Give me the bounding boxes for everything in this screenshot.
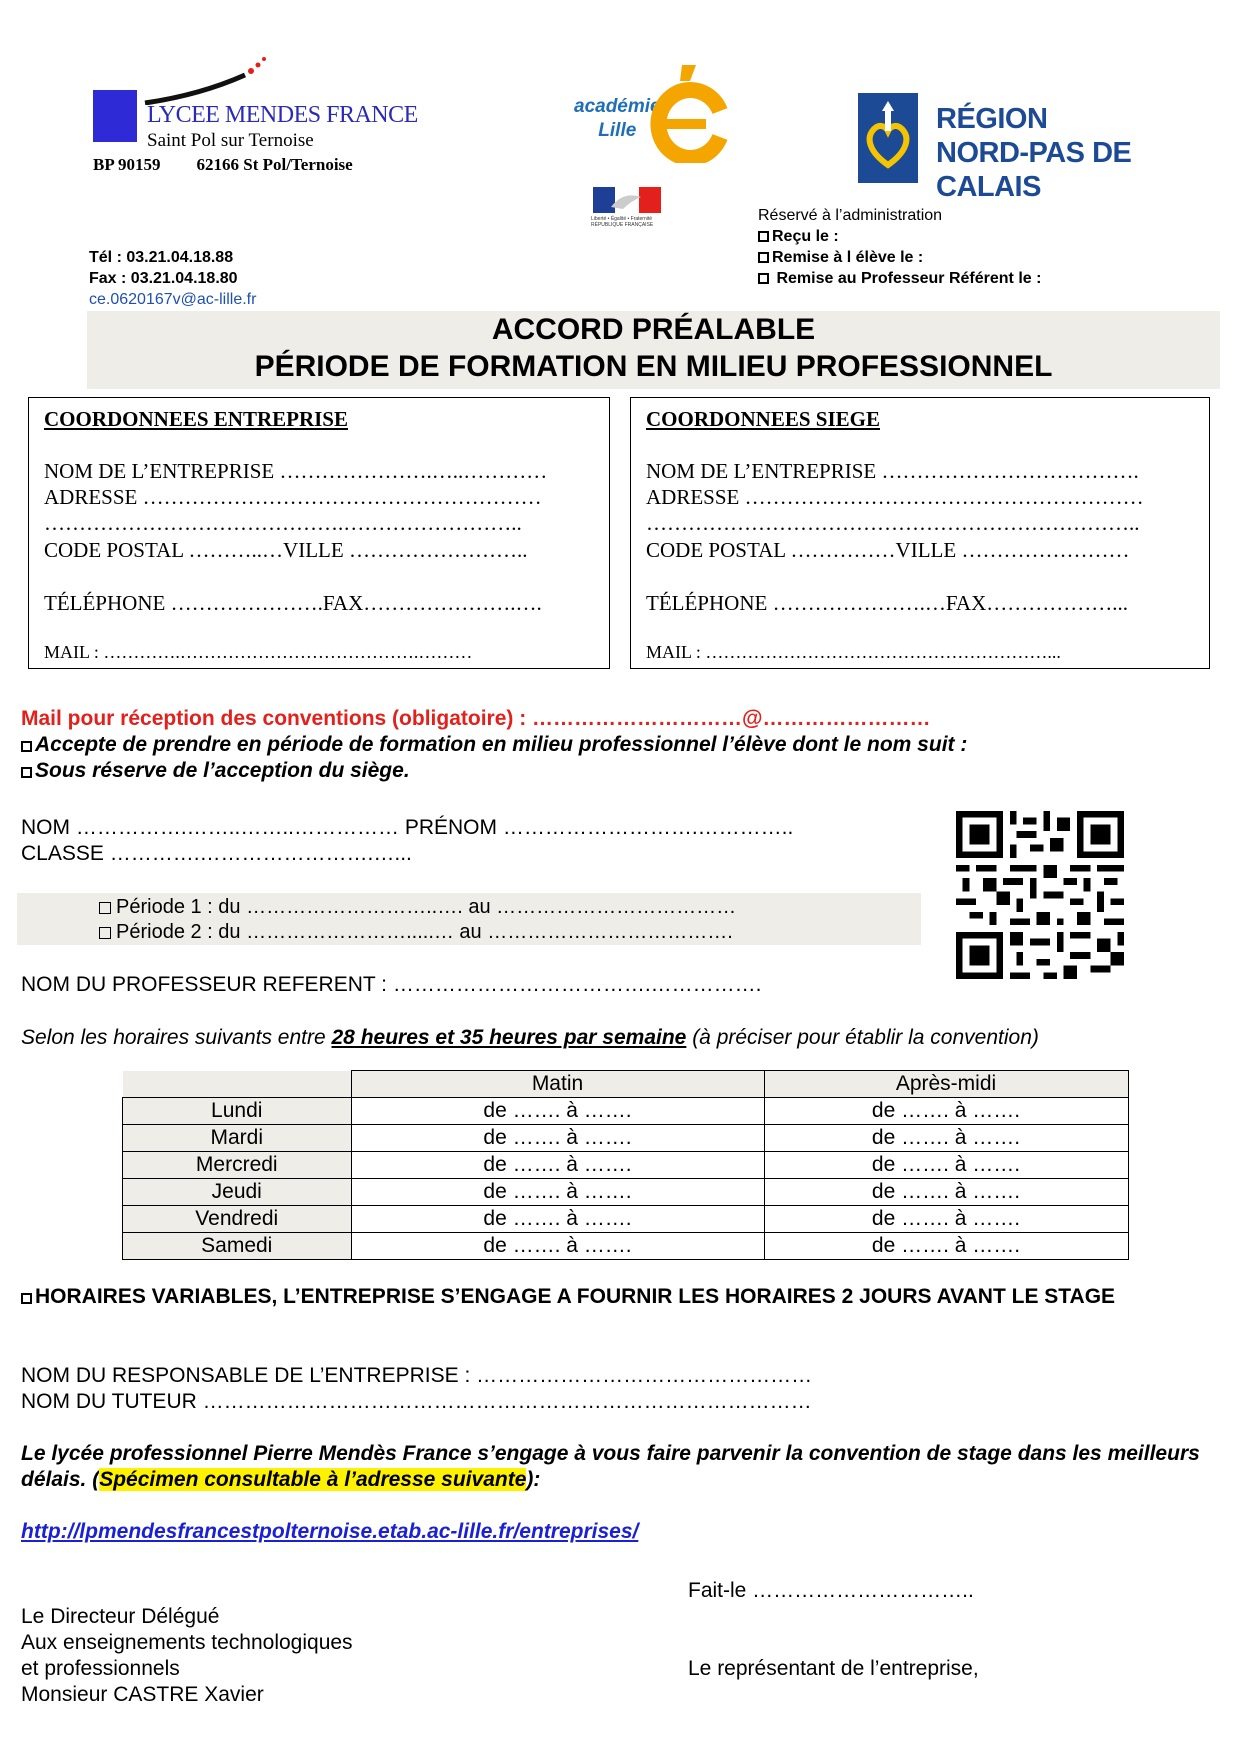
entreprise-nom-field[interactable]: NOM DE L’ENTREPRISE ………………….…..………… (44, 459, 548, 483)
siege-cp-ville-field[interactable]: CODE POSTAL ……………VILLE …………………… (646, 538, 1130, 562)
checkbox-icon[interactable] (758, 273, 769, 284)
apres-midi-slot[interactable]: de ……. à ……. (764, 1098, 1128, 1125)
directeur-signature-block (21, 1604, 353, 1708)
specimen-link[interactable]: http://lpmendesfrancestpolternoise.etab.ac-lille.fr/entreprises/ (21, 1520, 639, 1543)
table-row (123, 1152, 1129, 1179)
checkbox-icon[interactable] (99, 902, 111, 914)
coordonnees-entreprise-box (28, 397, 610, 669)
lycee-name: LYCEE MENDES FRANCE (147, 102, 418, 128)
table-header-row (123, 1071, 1129, 1098)
tuteur-field[interactable]: NOM DU TUTEUR …………………………………………………………………………… (21, 1390, 812, 1413)
entreprise-adresse2-field[interactable]: …………………………………….…………………….. (44, 511, 522, 535)
checkbox-icon[interactable] (758, 252, 769, 263)
day-cell: Jeudi (123, 1179, 352, 1206)
coordonnees-siege-box (630, 397, 1210, 669)
mail-conventions-field[interactable]: Mail pour réception des conventions (obligatoire) : …………………………@…………………… (21, 707, 931, 730)
matin-slot[interactable]: de ……. à ……. (351, 1179, 764, 1206)
reserve-label: Sous réserve de l’acception du siège. (35, 759, 410, 782)
siege-adresse2-field[interactable]: …………………………………………………………….. (646, 511, 1140, 535)
responsable-field[interactable]: NOM DU RESPONSABLE DE L’ENTREPRISE : ………………………………………… (21, 1364, 813, 1387)
entreprise-cp-ville-field[interactable]: CODE POSTAL ………..…VILLE …………………….. (44, 538, 528, 562)
table-header-matin: Matin (351, 1071, 764, 1098)
region-logo (858, 93, 918, 183)
admin-remise-prof (758, 268, 1041, 289)
qr-code (955, 811, 1125, 979)
box-heading: COORDONNEES SIEGE (646, 407, 880, 431)
apres-midi-slot[interactable]: de ……. à ……. (764, 1179, 1128, 1206)
checkbox-icon[interactable] (758, 231, 769, 242)
directeur-line4: Monsieur CASTRE Xavier (21, 1683, 264, 1706)
telephone: Tél : 03.21.04.18.88 (89, 249, 234, 266)
lycee-city: Saint Pol sur Ternoise (147, 130, 314, 151)
table-row (123, 1125, 1129, 1152)
accepte-line (21, 733, 967, 757)
admin-remise-prof-label: Remise au Professeur Référent le : (776, 270, 1042, 287)
region-heart-icon (858, 93, 918, 183)
matin-slot[interactable]: de ……. à ……. (351, 1098, 764, 1125)
engagement-highlight: Spécimen consultable à l’adresse suivante (99, 1468, 527, 1491)
apres-midi-slot[interactable]: de ……. à ……. (764, 1206, 1128, 1233)
siege-mail-field[interactable]: MAIL : …………………………………………………... (646, 642, 1061, 662)
matin-slot[interactable]: de ……. à ……. (351, 1233, 764, 1260)
email: ce.0620167v@ac-lille.fr (89, 291, 257, 308)
title-line1: ACCORD PRÉALABLE (491, 313, 816, 346)
title-line2: PÉRIODE DE FORMATION EN MILIEU PROFESSIONNEL (254, 350, 1053, 383)
document-title (87, 311, 1220, 389)
lycee-logo-swoosh (140, 55, 270, 105)
admin-remise-eleve-label: Remise à l élève le : (772, 249, 924, 266)
admin-reserved-block (758, 205, 1041, 289)
table-row (123, 1098, 1129, 1125)
apres-midi-slot[interactable]: de ……. à ……. (764, 1152, 1128, 1179)
siege-adresse-field[interactable]: ADRESSE ………………………………………………… (646, 485, 1144, 509)
horaires-intro-hours: 28 heures et 35 heures par semaine (331, 1026, 687, 1049)
checkbox-icon[interactable] (21, 741, 32, 752)
horaires-variables-label: HORAIRES VARIABLES, L’ENTREPRISE S’ENGAGE A FOURNIR LES HORAIRES 2 JOURS AVANT LE STAGE (35, 1285, 1116, 1308)
horaires-intro-c: (à préciser pour établir la convention) (686, 1026, 1039, 1049)
matin-slot[interactable]: de ……. à ……. (351, 1206, 764, 1233)
horaires-intro (21, 1026, 1039, 1050)
academie-word: académie (574, 96, 661, 117)
region-line1: RÉGION (936, 103, 1048, 135)
box-heading: COORDONNEES ENTREPRISE (44, 407, 348, 431)
responsable-block (21, 1363, 812, 1415)
lycee-logo-square (93, 90, 137, 142)
periode-1-field[interactable]: Période 1 : du ………………………..…. au ……………………………… (116, 896, 737, 918)
day-cell: Vendredi (123, 1206, 352, 1233)
table-row (123, 1206, 1129, 1233)
accepte-label: Accepte de prendre en période de formation en milieu professionnel l’élève dont le nom suit : (35, 733, 968, 756)
day-cell: Mercredi (123, 1152, 352, 1179)
entreprise-tel-fax-field[interactable]: TÉLÉPHONE ………………….FAX………………….…. (44, 591, 542, 615)
region-line2: NORD-PAS DE CALAIS (936, 137, 1132, 203)
siege-nom-field[interactable]: NOM DE L’ENTREPRISE ………………………………. (646, 459, 1139, 483)
engagement-text: Le lycée professionnel Pierre Mendès France s’engage à vous faire parvenir la convention de stage dans les meilleurs délais. ( (21, 1442, 1200, 1491)
horaires-variables-line (21, 1284, 1201, 1310)
matin-slot[interactable]: de ……. à ……. (351, 1152, 764, 1179)
eleve-classe-field[interactable]: CLASSE ………….…………………….…... (21, 842, 412, 865)
day-cell: Mardi (123, 1125, 352, 1152)
periode-2-row (99, 920, 736, 945)
checkbox-icon[interactable] (99, 927, 111, 939)
entreprise-mail-field[interactable]: MAIL : ………….………………………………….……… (44, 642, 473, 662)
region-name (936, 102, 1240, 204)
admin-remise-eleve (758, 247, 1041, 268)
academie-city: Lille (598, 120, 637, 141)
republique-francaise-flag (593, 187, 661, 213)
matin-slot[interactable]: de ……. à ……. (351, 1125, 764, 1152)
apres-midi-slot[interactable]: de ……. à ……. (764, 1233, 1128, 1260)
table-header-apres-midi: Après-midi (764, 1071, 1128, 1098)
postal-code: 62166 St Pol/Ternoise (196, 155, 353, 174)
prof-referent-field[interactable]: NOM DU PROFESSEUR REFERENT : ……………………………….……………. (21, 973, 762, 996)
bp-number: BP 90159 (93, 155, 161, 174)
directeur-line2: Aux enseignements technologiques (21, 1631, 353, 1654)
day-cell: Samedi (123, 1233, 352, 1260)
periode-1-row (99, 895, 736, 920)
engagement-paragraph (21, 1441, 1221, 1493)
horaires-intro-a: Selon les horaires suivants entre (21, 1026, 332, 1049)
representant-entreprise: Le représentant de l’entreprise, (688, 1657, 979, 1680)
checkbox-icon[interactable] (21, 1293, 32, 1304)
admin-reserved-label: Réservé à l’administration (758, 207, 943, 224)
horaires-table (122, 1070, 1129, 1260)
lycee-contact (89, 247, 256, 310)
apres-midi-slot[interactable]: de ……. à ……. (764, 1125, 1128, 1152)
table-header-blank (123, 1071, 352, 1098)
reserve-line (21, 759, 410, 783)
engagement-end: ): (526, 1468, 541, 1491)
table-row (123, 1179, 1129, 1206)
fax: Fax : 03.21.04.18.80 (89, 270, 238, 287)
republique-francaise-caption: Liberté • Égalité • Fraternité RÉPUBLIQUE FRANÇAISE (591, 216, 654, 228)
day-cell: Lundi (123, 1098, 352, 1125)
entreprise-adresse-field[interactable]: ADRESSE ………………………………………………… (44, 485, 542, 509)
eleve-nom-prenom-field[interactable]: NOM …………….……..……..…………… PRÉNOM ……………………….………….. (21, 816, 794, 839)
eleve-block (21, 815, 793, 867)
periode-2-field[interactable]: Période 2 : du …………………….....… au ………………………………. (116, 921, 733, 943)
periodes-block (99, 895, 736, 945)
siege-tel-fax-field[interactable]: TÉLÉPHONE ………………….…FAX………………... (646, 591, 1129, 615)
academie-e-logo (650, 63, 728, 163)
lycee-address (93, 155, 389, 175)
checkbox-icon[interactable] (21, 767, 32, 778)
table-row (123, 1233, 1129, 1260)
directeur-line1: Le Directeur Délégué (21, 1605, 220, 1628)
fait-le-field[interactable]: Fait-le ………………………….. (688, 1579, 974, 1602)
directeur-line3: et professionnels (21, 1657, 180, 1680)
academie-logo-text (574, 95, 661, 143)
admin-recu-label: Reçu le : (772, 228, 839, 245)
admin-recu (758, 226, 1041, 247)
